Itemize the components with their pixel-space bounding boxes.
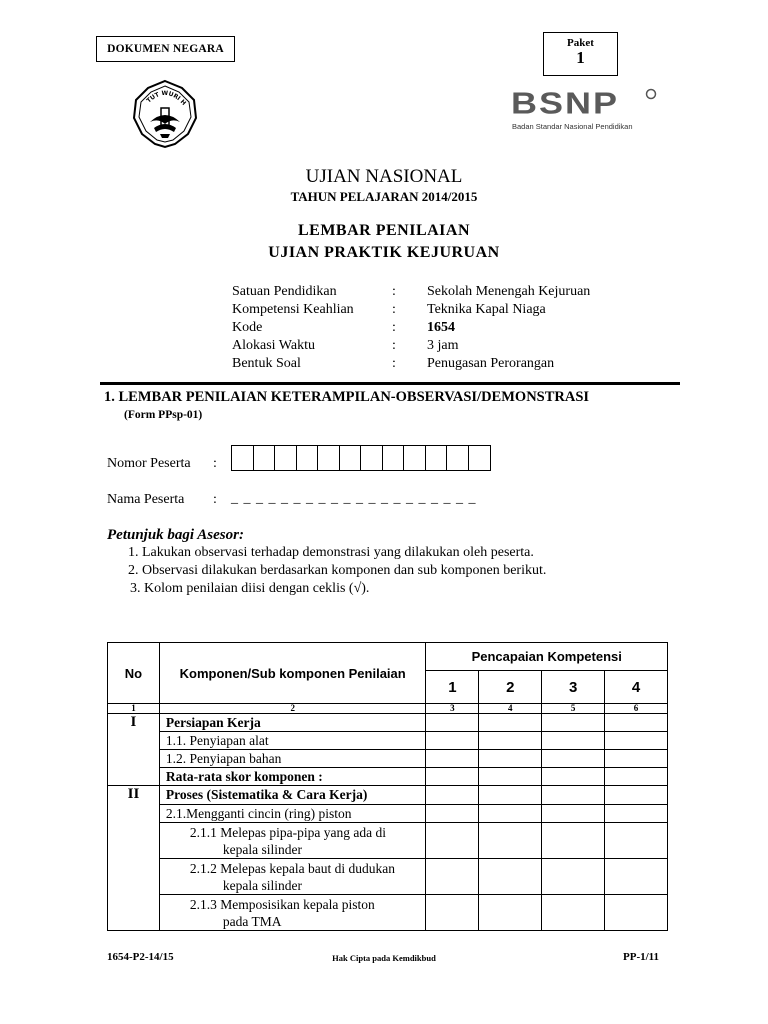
sub-component-line: 2.1.2 Melepas kepala baut di dudukan <box>189 860 395 876</box>
col-number: 3 <box>426 704 479 714</box>
nomor-colon: : <box>213 456 217 471</box>
digit-box[interactable] <box>275 446 297 470</box>
info-sep: : <box>392 338 396 353</box>
row-number: I <box>108 714 160 786</box>
score-cell[interactable] <box>479 859 542 895</box>
score-cell[interactable] <box>542 768 605 786</box>
score-cell[interactable] <box>426 895 479 931</box>
score-cell[interactable] <box>479 823 542 859</box>
instruction-item: 3. Kolom penilaian diisi dengan ceklis (√). <box>130 581 370 596</box>
table-row <box>108 732 668 750</box>
sub-component-line: 2.1.3 Memposisikan kepala piston <box>189 896 375 912</box>
info-sep: : <box>392 356 396 371</box>
score-cell[interactable] <box>605 768 668 786</box>
score-cell[interactable] <box>605 786 668 805</box>
info-value: 3 jam <box>427 338 459 353</box>
form-code: (Form PPsp-01) <box>124 409 203 421</box>
score-cell[interactable] <box>542 750 605 768</box>
average-score-label: Rata-rata skor komponen : <box>159 768 426 786</box>
digit-box[interactable] <box>232 446 254 470</box>
nama-peserta-field[interactable]: _ _ _ _ _ _ _ _ _ _ _ _ _ _ _ _ _ _ _ _ <box>231 491 477 506</box>
score-cell[interactable] <box>426 786 479 805</box>
table-row <box>108 750 668 768</box>
digit-box[interactable] <box>447 446 469 470</box>
col-number: 4 <box>479 704 542 714</box>
score-cell[interactable] <box>605 714 668 732</box>
title-sheet: LEMBAR PENILAIAN <box>297 222 470 239</box>
score-cell[interactable] <box>605 895 668 931</box>
sub-component <box>159 823 426 859</box>
sub-component: 1.2. Penyiapan bahan <box>159 750 426 768</box>
nomor-peserta-input[interactable] <box>231 445 491 471</box>
info-row <box>232 337 652 355</box>
info-row <box>232 319 652 337</box>
table-row <box>108 859 668 895</box>
score-cell[interactable] <box>426 768 479 786</box>
exam-info <box>232 283 652 373</box>
score-cell[interactable] <box>605 823 668 859</box>
info-row <box>232 355 652 373</box>
col-number: 1 <box>108 704 160 714</box>
info-key: Satuan Pendidikan <box>232 284 337 299</box>
score-cell[interactable] <box>426 805 479 823</box>
score-cell[interactable] <box>542 732 605 750</box>
table-row <box>108 714 668 732</box>
score-cell[interactable] <box>542 895 605 931</box>
nomor-peserta-label: Nomor Peserta <box>107 456 191 471</box>
info-row <box>232 283 652 301</box>
paket-box <box>543 32 618 76</box>
info-key: Kompetensi Keahlian <box>232 302 354 317</box>
score-cell[interactable] <box>479 750 542 768</box>
header-no: No <box>108 643 160 704</box>
score-cell[interactable] <box>426 750 479 768</box>
table-row <box>108 895 668 931</box>
sub-component: 2.1.Mengganti cincin (ring) piston <box>159 805 426 823</box>
component-title: Proses (Sistematika & Cara Kerja) <box>159 786 426 805</box>
digit-box[interactable] <box>469 446 491 470</box>
digit-box[interactable] <box>361 446 383 470</box>
score-cell[interactable] <box>605 750 668 768</box>
score-cell[interactable] <box>542 823 605 859</box>
header-komponen: Komponen/Sub komponen Penilaian <box>159 643 426 704</box>
sub-component <box>159 895 426 931</box>
row-number: II <box>108 786 160 931</box>
bsnp-logo <box>510 85 660 134</box>
footer-code: 1654-P2-14/15 <box>107 951 174 963</box>
digit-box[interactable] <box>318 446 340 470</box>
info-value: Teknika Kapal Niaga <box>427 302 546 317</box>
level-2: 2 <box>479 671 542 704</box>
section-title: 1. LEMBAR PENILAIAN KETERAMPILAN-OBSERVASI/DEMONSTRASI <box>104 389 590 405</box>
info-key: Alokasi Waktu <box>232 338 315 353</box>
score-cell[interactable] <box>542 786 605 805</box>
nama-colon: : <box>213 492 217 507</box>
title-exam: UJIAN PRAKTIK KEJURUAN <box>268 244 500 261</box>
component-title: Persiapan Kerja <box>159 714 426 732</box>
info-value: Penugasan Perorangan <box>427 356 555 371</box>
score-cell[interactable] <box>605 859 668 895</box>
seal-text: TUT WURI H <box>145 89 188 107</box>
document-label: DOKUMEN NEGARA <box>96 36 235 62</box>
nama-peserta-label: Nama Peserta <box>107 492 185 507</box>
bsnp-logo-text: BSNP <box>511 85 620 121</box>
paket-number: 1 <box>576 48 585 67</box>
score-cell[interactable] <box>605 805 668 823</box>
digit-box[interactable] <box>426 446 448 470</box>
digit-box[interactable] <box>404 446 426 470</box>
score-cell[interactable] <box>426 732 479 750</box>
assessment-table <box>107 642 668 931</box>
bsnp-subtitle: Badan Standar Nasional Pendidikan <box>512 122 633 131</box>
digit-box[interactable] <box>340 446 362 470</box>
paket-label: Paket <box>567 37 594 49</box>
col-number: 5 <box>542 704 605 714</box>
score-cell[interactable] <box>426 714 479 732</box>
score-cell[interactable] <box>542 859 605 895</box>
instruction-item: 2. Observasi dilakukan berdasarkan komponen dan sub komponen berikut. <box>128 563 547 578</box>
instruction-item: 1. Lakukan observasi terhadap demonstrasi yang dilakukan oleh peserta. <box>128 545 534 560</box>
header-pencapaian: Pencapaian Kompetensi <box>426 643 668 671</box>
footer-page: PP-1/11 <box>623 951 660 963</box>
instructions-title: Petunjuk bagi Asesor: <box>107 527 244 543</box>
score-cell[interactable] <box>426 823 479 859</box>
score-cell[interactable] <box>605 732 668 750</box>
level-4: 4 <box>605 671 668 704</box>
sub-component: 1.1. Penyiapan alat <box>159 732 426 750</box>
score-cell[interactable] <box>542 805 605 823</box>
info-sep: : <box>392 302 396 317</box>
table-row <box>108 805 668 823</box>
sub-component-line: kepala silinder <box>222 841 303 857</box>
sub-component-line: kepala silinder <box>222 877 303 893</box>
registered-mark-icon <box>645 88 657 100</box>
sub-component <box>159 859 426 895</box>
digit-box[interactable] <box>297 446 319 470</box>
score-cell[interactable] <box>479 895 542 931</box>
sub-component-line: 2.1.1 Melepas pipa-pipa yang ada di <box>189 824 386 840</box>
title-year: TAHUN PELAJARAN 2014/2015 <box>290 189 478 204</box>
info-sep: : <box>392 284 396 299</box>
sub-component-line: pada TMA <box>222 913 282 929</box>
info-sep: : <box>392 320 396 335</box>
info-key: Kode <box>232 320 263 335</box>
score-cell[interactable] <box>542 714 605 732</box>
score-cell[interactable] <box>479 786 542 805</box>
info-value: Sekolah Menengah Kejuruan <box>427 284 591 299</box>
score-cell[interactable] <box>479 768 542 786</box>
score-cell[interactable] <box>479 732 542 750</box>
digit-box[interactable] <box>383 446 405 470</box>
table-row <box>108 786 668 805</box>
table-row <box>108 768 668 786</box>
digit-box[interactable] <box>254 446 276 470</box>
table-row <box>108 823 668 859</box>
col-number: 6 <box>605 704 668 714</box>
info-row <box>232 301 652 319</box>
tut-wuri-handayani-logo <box>130 78 200 150</box>
level-1: 1 <box>426 671 479 704</box>
level-3: 3 <box>542 671 605 704</box>
info-key: Bentuk Soal <box>232 356 301 371</box>
footer-copyright: Hak Cipta pada Kemdikbud <box>332 953 436 963</box>
title-main: UJIAN NASIONAL <box>305 166 463 187</box>
score-cell[interactable] <box>479 805 542 823</box>
score-cell[interactable] <box>479 714 542 732</box>
col-number: 2 <box>159 704 426 714</box>
score-cell[interactable] <box>426 859 479 895</box>
info-value: 1654 <box>427 320 455 335</box>
section-divider <box>100 382 680 385</box>
